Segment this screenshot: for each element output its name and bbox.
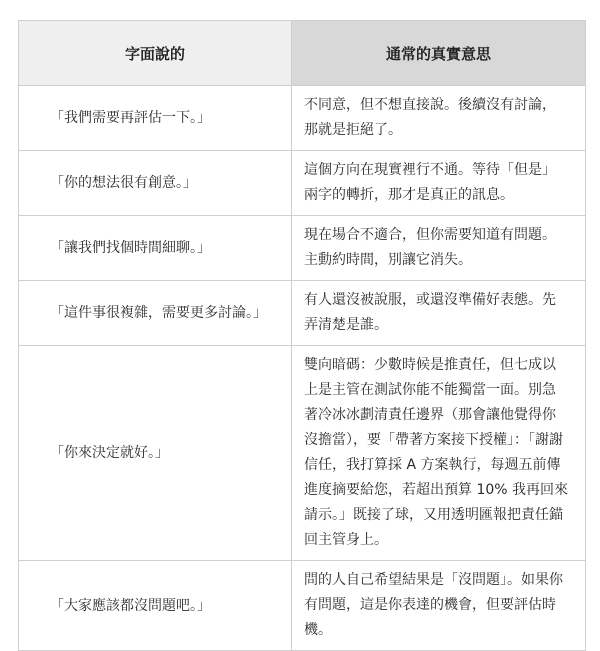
table-row	[19, 151, 586, 216]
literal-cell: 「這件事很複雜，需要更多討論。」	[19, 281, 292, 346]
literal-cell: 「我們需要再評估一下。」	[19, 86, 292, 151]
literal-cell: 「你的想法很有創意。」	[19, 151, 292, 216]
meaning-cell: 現在場合不適合，但你需要知道有問題。主動約時間，別讓它消失。	[292, 216, 586, 281]
meaning-cell: 不同意，但不想直接說。後續沒有討論，那就是拒絕了。	[292, 86, 586, 151]
table-row	[19, 281, 586, 346]
table-row	[19, 216, 586, 281]
table-row	[19, 561, 586, 651]
meaning-cell: 有人還沒被說服，或還沒準備好表態。先弄清楚是誰。	[292, 281, 586, 346]
header-meaning: 通常的真實意思	[292, 21, 586, 86]
meaning-table	[18, 20, 586, 651]
table-row	[19, 86, 586, 151]
literal-cell: 「讓我們找個時間細聊。」	[19, 216, 292, 281]
literal-cell: 「你來決定就好。」	[19, 346, 292, 561]
meaning-cell: 問的人自己希望結果是「沒問題」。如果你有問題，這是你表達的機會，但要評估時機。	[292, 561, 586, 651]
header-literal: 字面說的	[19, 21, 292, 86]
meaning-cell: 雙向暗碼：少數時候是推責任，但七成以上是主管在測試你能不能獨當一面。別急著冷冰冰劃清責任邊界（那會讓他覺得你沒擔當），要「帶著方案接下授權」：「謝謝信任，我打算採 A 方案執行，每週五前傳進度摘要給您，若超出預算 10% 我再回來請示。」既接了球，又用透明匯報把責任錨回主管身上。	[292, 346, 586, 561]
table-row	[19, 346, 586, 561]
table-header-row	[19, 21, 586, 86]
meaning-cell: 這個方向在現實裡行不通。等待「但是」兩字的轉折，那才是真正的訊息。	[292, 151, 586, 216]
literal-cell: 「大家應該都沒問題吧。」	[19, 561, 292, 651]
